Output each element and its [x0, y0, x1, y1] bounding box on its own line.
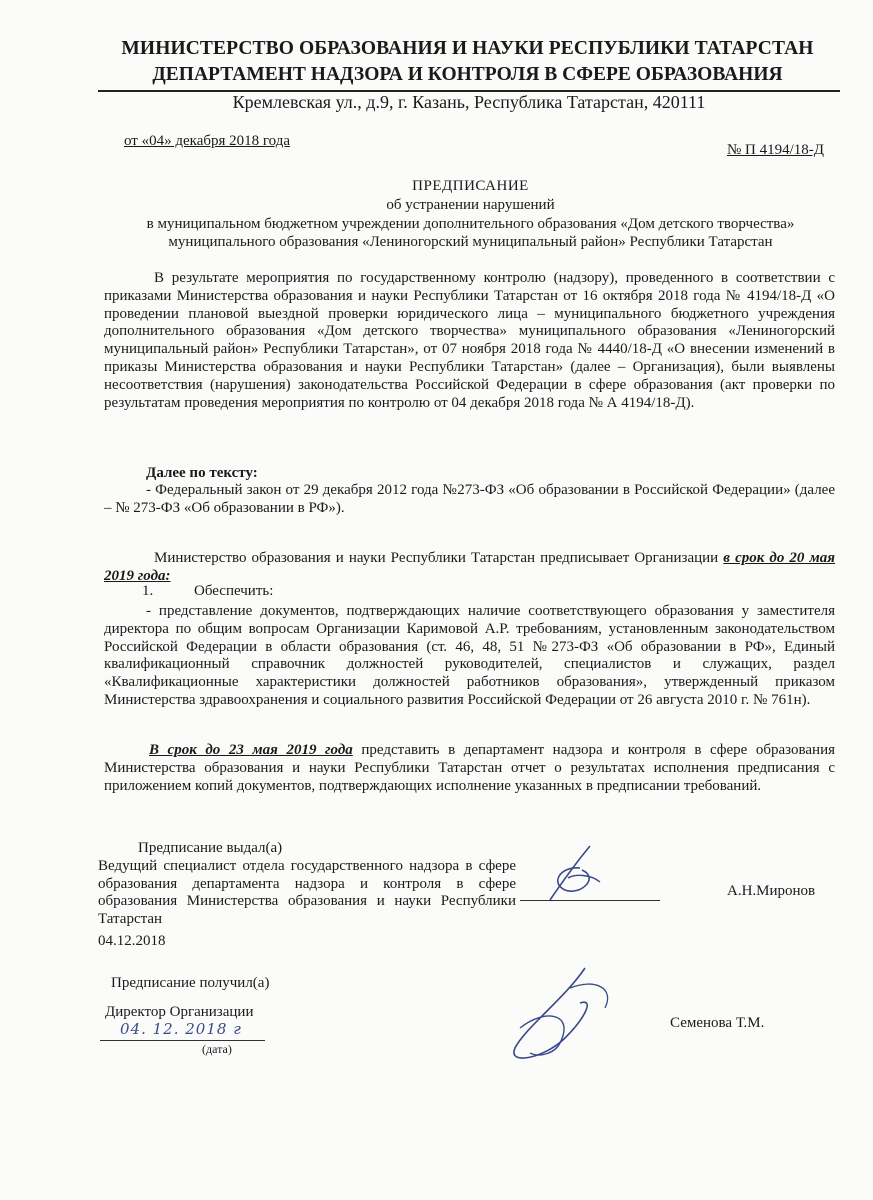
address-line: Кремлевская ул., д.9, г. Казань, Республика Татарстан, 420111 [232, 92, 706, 112]
ministry-heading: МИНИСТЕРСТВО ОБРАЗОВАНИЯ И НАУКИ РЕСПУБЛИКИ ТАТАРСТАН [121, 38, 814, 59]
issuer-position: Ведущий специалист отдела государственного надзора в сфере образования департамента надзора и контроля в сфере образования Министерства образования и науки Республики Татарстан [98, 858, 516, 927]
ministry-paragraph [104, 550, 835, 586]
document-number: № П 4194/18-Д [726, 142, 824, 158]
main-paragraph-text: В результате мероприятия по государственному контролю (надзору), проведенного в соответствии с приказами Министерства образования и науки Республики Татарстан от 16 октября 2018 года № 4194/18-Д «О проведении плановой выездной проверки юридического лица – муниципального бюджетного учреждения дополнительного образования «Дом детского творчества» муниципального образования «Лениногорский муниципальный район» Республики Татарстан», от 07 ноября 2018 года № 4440/18-Д «О внесении изменений в приказы Министерства образования и науки Республики Татарстан» (далее – Организация), были выявлены несоответствия (нарушения) законодательства Российской Федерации в сфере образования (акт проверки по результатам проведения мероприятия по контролю от 04 декабря 2018 года № А 4194/18-Д). [104, 270, 835, 411]
handwritten-date: 04. 12. 2018 г [120, 1020, 242, 1038]
issuer-signature-line [520, 900, 660, 901]
department-heading: ДЕПАРТАМЕНТ НАДЗОРА И КОНТРОЛЯ В СФЕРЕ ОБРАЗОВАНИЯ [152, 64, 783, 85]
report-paragraph [104, 742, 835, 795]
received-label: Предписание получил(а) [111, 975, 270, 991]
report-text: представить в департамент надзора и контроля в сфере образования Министерства образования и науки Республики Татарстан отчет о результатах исполнения предписания с приложением копий документов, подтверждающих исполнение указанных в предписании требований. [104, 742, 835, 794]
further-label: Далее по тексту: [146, 465, 258, 481]
issuer-name: А.Н.Миронов [727, 883, 816, 899]
issuer-date: 04.12.2018 [98, 933, 166, 949]
issuer-signature-icon [520, 838, 630, 908]
documents-item-text: - представление документов, подтверждающих наличие соответствующего образования у заместителя директора по общим вопросам Организации Каримовой А.Р. требованиям, установленным законодательством Российской Федерации в области образования (ст. 46, 48, 51 №273-ФЗ «Об образовании в РФ», Единый квалификационный справочник должностей руководителей, специалистов и служащих, раздел «Квалификационные характеристики должностей работников образования», утвержденный приказом Министерства здравоохранения и социального развития Российской Федерации от 26 августа 2010 г. № 761н). [104, 603, 835, 708]
document-subtitle: об устранении нарушений [386, 197, 555, 213]
item-1 [142, 583, 273, 600]
document-date: от «04» декабря 2018 года [124, 133, 291, 149]
ministry-deadline: в срок до 20 мая 2019 года: [104, 550, 836, 584]
recipient-signature-icon [485, 958, 645, 1078]
law-item [104, 482, 835, 518]
report-deadline: В срок до 23 мая 2019 года [149, 742, 353, 758]
director-label: Директор Организации [105, 1004, 254, 1020]
issued-label: Предписание выдал(а) [138, 840, 283, 856]
date-line [100, 1040, 265, 1041]
document-title: ПРЕДПИСАНИЕ [412, 178, 529, 194]
main-paragraph [104, 270, 835, 412]
ministry-prefix: Министерство образования и науки Республики Татарстан предписывает Организации [154, 550, 724, 566]
item-label: Обеспечить: [194, 583, 274, 599]
documents-item [104, 603, 835, 710]
recipient-name: Семенова Т.М. [670, 1015, 765, 1031]
target-organization: в муниципальном бюджетном учреждении дополнительного образования «Дом детского творчества» муниципального образования «Лениногорский муниципальный район» Республики Татарстан [146, 216, 795, 250]
law-item-text: - Федеральный закон от 29 декабря 2012 года №273-ФЗ «Об образовании в Российской Федерации» (далее – № 273-ФЗ «Об образовании в РФ»). [104, 482, 835, 516]
date-caption: (дата) [202, 1042, 232, 1056]
item-number: 1. [142, 583, 154, 599]
